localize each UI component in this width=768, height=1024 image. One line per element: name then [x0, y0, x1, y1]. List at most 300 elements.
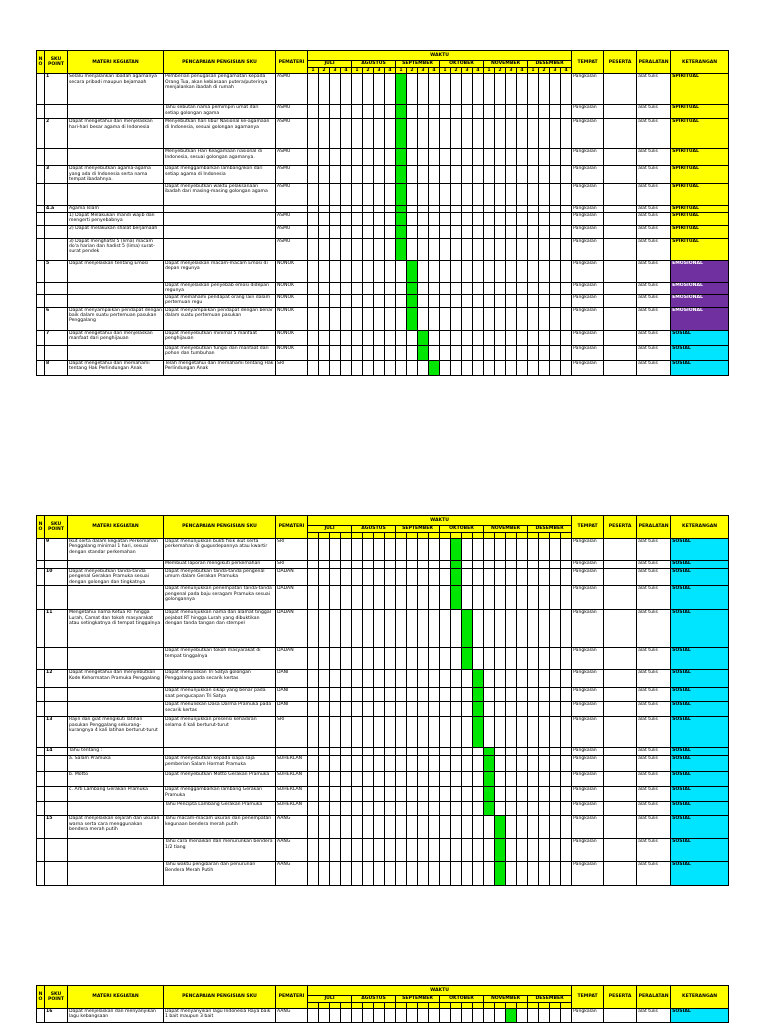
week-cell [550, 105, 561, 119]
week-cell [429, 702, 440, 717]
week-cell [539, 1009, 550, 1023]
week-cell [462, 260, 473, 282]
cell-pemateri: ASMU [276, 225, 308, 238]
cell-peralatan: alat tulis [637, 183, 671, 205]
week-cell [385, 748, 396, 756]
week-cell [385, 205, 396, 212]
cell-tempat: Pangkalan [572, 586, 604, 610]
cell-no [37, 238, 45, 260]
week-cell [451, 748, 462, 756]
cell-no [37, 282, 45, 294]
cell-sku-point: 15 [45, 816, 68, 839]
cell-keterangan: SOSIAL [671, 1009, 729, 1023]
week-cell [352, 330, 363, 345]
cell-pemateri: ASMU [276, 166, 308, 183]
table-row [37, 610, 729, 648]
cell-pemateri: NONOK [276, 294, 308, 307]
week-cell [308, 717, 319, 748]
week-cell [308, 787, 319, 802]
week-cell [506, 839, 517, 862]
week-cell [506, 294, 517, 307]
week-cell [374, 839, 385, 862]
week-cell [363, 1009, 374, 1023]
week-cell [407, 839, 418, 862]
cell-pemateri [276, 748, 308, 756]
cell-tempat: Pangkalan [572, 688, 604, 702]
cell-sku-point: 8 [45, 360, 68, 375]
week-cell [473, 260, 484, 282]
cell-pencapaian [164, 238, 276, 260]
week-cell [528, 166, 539, 183]
week-cell [407, 787, 418, 802]
cell-materi [68, 862, 164, 886]
week-cell [374, 748, 385, 756]
week-cell [396, 586, 407, 610]
header-peserta: PESERTA [604, 986, 637, 1009]
week-cell [319, 74, 330, 105]
week-cell [528, 561, 539, 569]
week-cell [407, 569, 418, 586]
week-cell [539, 561, 550, 569]
week-cell [374, 569, 385, 586]
cell-tempat: Pangkalan [572, 816, 604, 839]
week-cell [506, 670, 517, 688]
schedule-bar [396, 205, 407, 212]
week-cell [561, 702, 572, 717]
cell-pencapaian: Dapat menyebutkan minimal 5 manfaat penghijauan [164, 330, 276, 345]
week-cell [506, 816, 517, 839]
header-week: 1 [396, 68, 407, 74]
week-cell [308, 105, 319, 119]
header-row [37, 986, 729, 996]
week-cell [330, 330, 341, 345]
cell-pemateri: SUHERLAN [276, 756, 308, 772]
week-cell [418, 205, 429, 212]
schedule-bar [418, 345, 429, 360]
week-cell [374, 802, 385, 816]
week-cell [484, 702, 495, 717]
week-cell [429, 816, 440, 839]
week-cell [385, 717, 396, 748]
week-cell [352, 119, 363, 149]
cell-peserta [604, 748, 637, 756]
cell-no [37, 586, 45, 610]
header-peserta: PESERTA [604, 516, 637, 539]
week-cell [440, 260, 451, 282]
week-cell [385, 586, 396, 610]
header-keterangan: KETERANGAN [671, 986, 729, 1009]
cell-keterangan: SOSIAL [671, 360, 729, 375]
cell-materi [68, 839, 164, 862]
schedule-bar [451, 539, 462, 561]
schedule-bar [396, 149, 407, 166]
cell-pencapaian: Dapat menyebutkan tanda-tanda pengenal umum dalam Gerakan Pramuka [164, 569, 276, 586]
cell-tempat: Pangkalan [572, 74, 604, 105]
cell-pencapaian: Dapat menunjukkan penempatan tanda-tanda pengenal pada baju seragam Pramuka sesuai golongannya [164, 586, 276, 610]
week-cell [539, 74, 550, 105]
week-cell [407, 205, 418, 212]
week-cell [341, 756, 352, 772]
week-cell [440, 772, 451, 787]
week-cell [429, 225, 440, 238]
week-cell [363, 648, 374, 670]
cell-tempat: Pangkalan [572, 561, 604, 569]
cell-materi: Dapat menyebutkan agama-agama yang ada di Indonesia serta nama tempat ibadahnya. [68, 166, 164, 183]
cell-pemateri: SUHERLAN [276, 802, 308, 816]
week-cell [407, 212, 418, 225]
week-cell [407, 688, 418, 702]
week-cell [330, 688, 341, 702]
week-cell [352, 717, 363, 748]
week-cell [506, 702, 517, 717]
header-week: 2 [451, 68, 462, 74]
cell-no [37, 610, 45, 648]
cell-keterangan: SPIRITUAL [671, 225, 729, 238]
week-cell [506, 748, 517, 756]
week-cell [374, 717, 385, 748]
week-cell [429, 586, 440, 610]
week-cell [517, 670, 528, 688]
week-cell [308, 1009, 319, 1023]
header-month: SEPTEMBER [396, 526, 440, 533]
schedule-table [36, 50, 729, 376]
week-cell [561, 862, 572, 886]
week-cell [495, 307, 506, 330]
week-cell [330, 105, 341, 119]
week-cell [473, 569, 484, 586]
week-cell [440, 345, 451, 360]
week-cell [561, 105, 572, 119]
week-cell [528, 149, 539, 166]
week-cell [385, 183, 396, 205]
week-cell [319, 205, 330, 212]
week-cell [517, 360, 528, 375]
cell-sku-point [45, 294, 68, 307]
week-cell [385, 149, 396, 166]
week-cell [407, 772, 418, 787]
week-cell [363, 205, 374, 212]
week-cell [561, 688, 572, 702]
week-cell [484, 648, 495, 670]
week-cell [473, 586, 484, 610]
week-cell [539, 787, 550, 802]
cell-pemateri: DANI [276, 688, 308, 702]
week-cell [385, 816, 396, 839]
cell-sku-point [45, 802, 68, 816]
week-cell [330, 816, 341, 839]
week-cell [495, 610, 506, 648]
week-cell [451, 787, 462, 802]
header-month: JULI [308, 61, 352, 68]
week-cell [352, 816, 363, 839]
week-cell [374, 294, 385, 307]
schedule-bar [484, 772, 495, 787]
cell-materi: Dapat menjelaskan dan menyanyikan lagu kebangsaan [68, 1009, 164, 1023]
week-cell [308, 212, 319, 225]
week-cell [418, 1009, 429, 1023]
week-cell [418, 802, 429, 816]
week-cell [330, 119, 341, 149]
week-cell [506, 802, 517, 816]
week-cell [319, 816, 330, 839]
table-row [37, 670, 729, 688]
week-cell [440, 839, 451, 862]
week-cell [561, 756, 572, 772]
week-cell [308, 756, 319, 772]
week-cell [473, 307, 484, 330]
week-cell [407, 166, 418, 183]
cell-materi [68, 282, 164, 294]
week-cell [352, 74, 363, 105]
cell-materi: Dapat mengetahui dan memahami tentang Hak Perlindungan Anak [68, 360, 164, 375]
week-cell [308, 772, 319, 787]
cell-peserta [604, 307, 637, 330]
week-cell [539, 212, 550, 225]
header-no: NO [37, 516, 45, 539]
week-cell [407, 862, 418, 886]
week-cell [506, 330, 517, 345]
week-cell [440, 307, 451, 330]
cell-peserta [604, 166, 637, 183]
schedule-bar [396, 166, 407, 183]
week-cell [319, 670, 330, 688]
week-cell [308, 330, 319, 345]
week-cell [550, 294, 561, 307]
cell-peralatan: alat tulis [637, 756, 671, 772]
week-cell [407, 238, 418, 260]
week-cell [539, 816, 550, 839]
week-cell [319, 702, 330, 717]
week-cell [473, 225, 484, 238]
cell-keterangan: SOSIAL [671, 772, 729, 787]
week-cell [418, 212, 429, 225]
week-cell [506, 862, 517, 886]
week-cell [550, 307, 561, 330]
cell-sku-point: 14 [45, 748, 68, 756]
week-cell [539, 307, 550, 330]
cell-materi: Dapat mengetahui dan menyebutkan Kode Kehormatan Pramuka Penggalang [68, 670, 164, 688]
cell-peserta [604, 802, 637, 816]
week-cell [561, 717, 572, 748]
week-cell [451, 282, 462, 294]
week-cell [462, 862, 473, 886]
week-cell [561, 816, 572, 839]
week-cell [440, 816, 451, 839]
cell-keterangan: SPIRITUAL [671, 212, 729, 225]
header-week: 2 [319, 68, 330, 74]
week-cell [440, 610, 451, 648]
week-cell [374, 74, 385, 105]
week-cell [341, 345, 352, 360]
header-week: 4 [385, 68, 396, 74]
week-cell [418, 748, 429, 756]
cell-sku-point: 6 [45, 307, 68, 330]
schedule-bar [418, 330, 429, 345]
week-cell [517, 345, 528, 360]
week-cell [319, 212, 330, 225]
week-cell [451, 648, 462, 670]
week-cell [418, 569, 429, 586]
cell-no [37, 260, 45, 282]
cell-peralatan: alat tulis [637, 569, 671, 586]
week-cell [330, 166, 341, 183]
cell-tempat: Pangkalan [572, 802, 604, 816]
week-cell [308, 702, 319, 717]
week-cell [396, 802, 407, 816]
week-cell [385, 862, 396, 886]
week-cell [539, 183, 550, 205]
week-cell [528, 212, 539, 225]
cell-peserta [604, 1009, 637, 1023]
cell-materi [68, 586, 164, 610]
week-cell [385, 330, 396, 345]
week-cell [484, 839, 495, 862]
week-cell [341, 862, 352, 886]
cell-sku-point [45, 772, 68, 787]
week-cell [363, 586, 374, 610]
week-cell [341, 787, 352, 802]
cell-sku-point [45, 787, 68, 802]
week-cell [363, 212, 374, 225]
cell-no [37, 539, 45, 561]
week-cell [396, 839, 407, 862]
table-row [37, 862, 729, 886]
week-cell [462, 149, 473, 166]
week-cell [550, 610, 561, 648]
week-cell [429, 569, 440, 586]
schedule-bar [396, 212, 407, 225]
week-cell [363, 670, 374, 688]
week-cell [308, 238, 319, 260]
week-cell [308, 610, 319, 648]
week-cell [341, 205, 352, 212]
week-cell [308, 183, 319, 205]
cell-no [37, 166, 45, 183]
table-row [37, 119, 729, 149]
week-cell [385, 610, 396, 648]
week-cell [451, 260, 462, 282]
week-cell [528, 1009, 539, 1023]
cell-no [37, 839, 45, 862]
cell-tempat: Pangkalan [572, 330, 604, 345]
week-cell [341, 74, 352, 105]
cell-tempat: Pangkalan [572, 105, 604, 119]
week-cell [407, 119, 418, 149]
week-cell [506, 282, 517, 294]
week-cell [341, 586, 352, 610]
cell-pemateri: ASMU [276, 212, 308, 225]
cell-no [37, 802, 45, 816]
week-cell [341, 212, 352, 225]
cell-keterangan: SOSIAL [671, 756, 729, 772]
week-cell [352, 748, 363, 756]
table-row [37, 702, 729, 717]
week-cell [528, 702, 539, 717]
header-peralatan: PERALATAN [637, 516, 671, 539]
week-cell [550, 282, 561, 294]
week-cell [407, 74, 418, 105]
header-week: 4 [473, 68, 484, 74]
cell-sku-point: 12 [45, 670, 68, 688]
week-cell [484, 561, 495, 569]
week-cell [550, 149, 561, 166]
week-cell [506, 119, 517, 149]
header-keterangan: KETERANGAN [671, 51, 729, 74]
schedule-bar [396, 225, 407, 238]
schedule-bar [484, 802, 495, 816]
week-cell [451, 862, 462, 886]
header-tempat: TEMPAT [572, 516, 604, 539]
header-month: AGUSTUS [352, 61, 396, 68]
week-cell [385, 294, 396, 307]
cell-materi [68, 648, 164, 670]
week-cell [440, 802, 451, 816]
week-cell [429, 717, 440, 748]
cell-tempat: Pangkalan [572, 748, 604, 756]
cell-keterangan: SPIRITUAL [671, 105, 729, 119]
table-row [37, 294, 729, 307]
week-cell [484, 205, 495, 212]
cell-materi: c. Arti Lambang Gerakan Pramuka [68, 787, 164, 802]
header-week: 3 [506, 68, 517, 74]
week-cell [561, 183, 572, 205]
week-cell [528, 670, 539, 688]
cell-peralatan: alat tulis [637, 205, 671, 212]
header-materi: MATERI KEGIATAN [68, 516, 164, 539]
week-cell [451, 294, 462, 307]
week-cell [396, 1009, 407, 1023]
cell-pemateri: DANI [276, 670, 308, 688]
week-cell [484, 260, 495, 282]
week-cell [341, 294, 352, 307]
week-cell [528, 119, 539, 149]
week-cell [429, 205, 440, 212]
week-cell [528, 183, 539, 205]
cell-peserta [604, 670, 637, 688]
week-cell [330, 74, 341, 105]
cell-sku-point [45, 756, 68, 772]
week-cell [451, 307, 462, 330]
week-cell [330, 282, 341, 294]
week-cell [440, 238, 451, 260]
week-cell [374, 648, 385, 670]
week-cell [363, 772, 374, 787]
week-cell [374, 816, 385, 839]
week-cell [495, 569, 506, 586]
cell-peralatan: alat tulis [637, 74, 671, 105]
week-cell [352, 802, 363, 816]
week-cell [550, 648, 561, 670]
schedule-bar [451, 586, 462, 610]
week-cell [484, 74, 495, 105]
week-cell [462, 282, 473, 294]
cell-pencapaian: Dapat menuliskan Dasa Darma Pramuka pada secarik kertas [164, 702, 276, 717]
week-cell [374, 670, 385, 688]
week-cell [484, 862, 495, 886]
table-row [37, 360, 729, 375]
header-pemateri: PEMATERI [276, 516, 308, 539]
cell-peserta [604, 816, 637, 839]
week-cell [407, 183, 418, 205]
week-cell [495, 330, 506, 345]
header-month: AGUSTUS [352, 526, 396, 533]
week-cell [495, 360, 506, 375]
week-cell [330, 205, 341, 212]
header-sku-point: SKU POINT [45, 51, 68, 74]
week-cell [308, 225, 319, 238]
cell-sku-point [45, 702, 68, 717]
week-cell [451, 610, 462, 648]
